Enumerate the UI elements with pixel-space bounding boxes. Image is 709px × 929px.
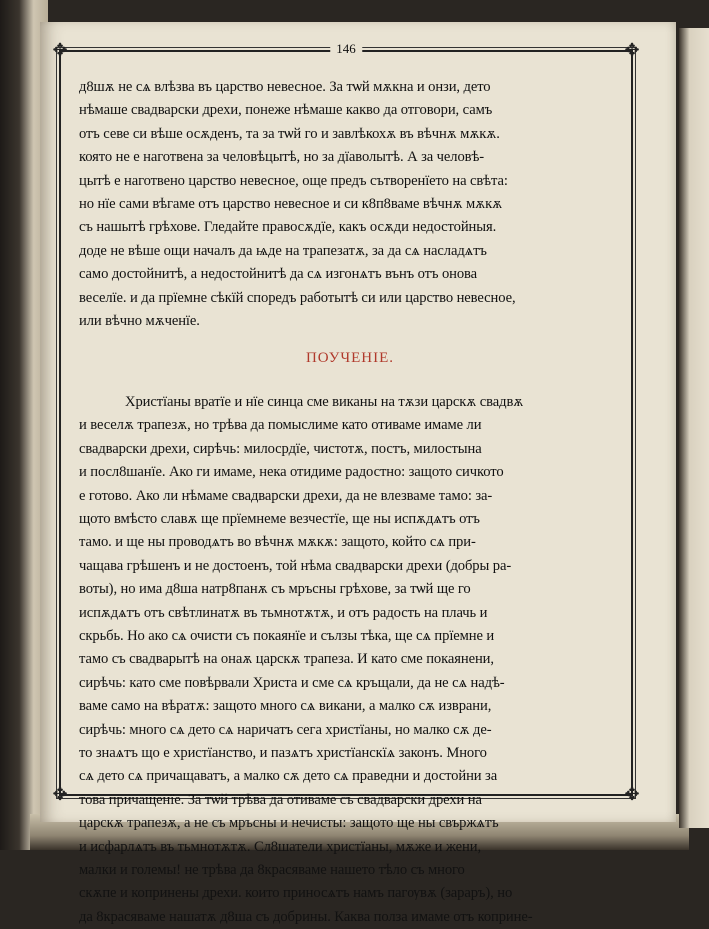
text-line: сирѣчь: като сме повѣрвали Христа и сме сѧ кръщали, да не сѧ надѣ- bbox=[79, 674, 505, 691]
text-line: сирѣчь: много сѧ дето сѧ наричатъ сега христїаны, но малко сѫ де- bbox=[79, 721, 492, 738]
text-line: и исфарлѧтъ въ тьмнотѫтѫ. Сл8шатели христїаны, мѫже и жени, bbox=[79, 838, 482, 855]
facing-page-edge bbox=[679, 28, 709, 828]
text-line: д8шѫ не сѧ влѣзва въ царство невесное. За тѡй мѫкна и онзи, дето bbox=[79, 79, 491, 95]
text-line: е готово. Ако ли нѣмаме свадварски дрехи, да не влезваме тамо: за- bbox=[79, 487, 493, 504]
text-line: царскѫ трапезѫ, а не съ мръсны и нечисты: защото ще ны свържѧтъ bbox=[79, 815, 499, 832]
corner-ornament-icon: ✥ bbox=[624, 40, 640, 61]
text-line: нѣмаше свадварски дрехи, понеже нѣмаше какво да отговори, самъ bbox=[79, 102, 493, 119]
text-line: щото вмѣсто славѫ ще прїемнеме везчестїе, ще ны испѫдѧтъ отъ bbox=[79, 510, 480, 527]
paragraph-2 bbox=[79, 391, 621, 929]
text-line: Христїаны вратїе и нїе синца сме виканы на тѫзи царскѫ свадвѫ bbox=[125, 393, 524, 410]
text-line: тамо. и ще ны проводѧтъ во вѣчнѫ мѫкѫ: защото, който сѧ при- bbox=[79, 534, 476, 551]
text-line: но нїе сами вѣгаме отъ царство невесное и си к8п8ваме вѣчнѫ мѫкѫ bbox=[79, 196, 503, 213]
page-frame bbox=[52, 40, 640, 925]
text-line: и посл8шанїе. Ако ги имаме, нека отидиме радостно: защото сичкото bbox=[79, 464, 504, 481]
corner-ornament-icon: ✥ bbox=[52, 40, 68, 61]
page-number: 146 bbox=[330, 41, 362, 57]
text-line: то знаѧтъ що е христїанство, и пазѧтъ христїанскїѧ законъ. Много bbox=[79, 744, 487, 761]
text-line: воты), но има д8ша натр8панѫ съ мръсны грѣхове, за тѡй ще го bbox=[79, 581, 471, 598]
text-line: доде не вѣше ощи началъ да ѩде на трапезатѫ, за да сѧ насладѧтъ bbox=[79, 242, 487, 259]
text-line: и веселѫ трапезѫ, но трѣва да помыслиме като отиваме имаме ли bbox=[79, 417, 482, 434]
page-text bbox=[79, 76, 621, 929]
text-line: отъ севе си вѣше осѫденъ, та за тѡй го и завлѣкохѫ въ вѣчнѫ мѫкѫ. bbox=[79, 125, 500, 142]
corner-ornament-icon: ✥ bbox=[52, 784, 68, 805]
text-line: цытѣ е наготвено царство невесное, още предъ сътворенїето на свѣта: bbox=[79, 172, 508, 189]
text-line: свадварски дрехи, сирѣчь: милосрдїе, чистотѫ, постъ, милостына bbox=[79, 440, 482, 457]
text-line: която не е наготвена за человѣцытѣ, но за дїаволытѣ. А за человѣ- bbox=[79, 149, 485, 166]
text-line: или вѣчно мѫченїе. bbox=[79, 313, 200, 330]
text-line: само достойнитѣ, а недостойнитѣ да сѧ изгонѧтъ вънъ отъ онова bbox=[79, 266, 478, 283]
text-line: испѫдѧтъ отъ свѣтлинатѫ въ тьмнотѫтѫ, и отъ радость на плачь и bbox=[79, 604, 488, 621]
text-line: скрьбь. Но ако сѧ очисти съ покаянїе и сълзы тѣка, ще сѧ прїемне и bbox=[79, 627, 495, 644]
text-line: съ нашытѣ грѣхове. Гледайте правосѫдїе, какъ осѫди недостойныя. bbox=[79, 219, 497, 236]
text-line: малки и големы! не трѣва да 8красяваме нашето тѣло съ много bbox=[79, 862, 465, 878]
corner-ornament-icon: ✥ bbox=[624, 784, 640, 805]
section-heading: ПОУЧЕНІЕ. bbox=[305, 350, 395, 367]
text-line: чащава грѣшенъ и не достоенъ, той нѣма свадварски дрехи (добры ра- bbox=[79, 557, 512, 574]
text-line: сѧ дето сѧ причащаватъ, а малко сѫ дето сѧ праведни и достойни за bbox=[79, 768, 498, 785]
text-line: ваме само на вѣратѫ: защото много сѧ викани, а малко сѫ изврани, bbox=[79, 698, 492, 715]
text-line: веселїе. и да прїемне сѣкїй споредъ работытѣ си или царство невесное, bbox=[79, 289, 516, 306]
text-line: това причащенїе. За тѡй трѣва да отиваме съ свадварски дрехи на bbox=[79, 791, 482, 808]
text-line: тамо съ свадварытѣ на онаѫ царскѫ трапеза. И като сме покаянени, bbox=[79, 651, 494, 668]
paragraph-1 bbox=[79, 76, 621, 333]
text-line: скѫпе и копринены дрехи. които приносѧтъ намъ пагѹвѫ (зараръ), но bbox=[79, 885, 513, 902]
text-line: да 8красяваме нашатѫ д8ша съ добрины. Каква полза имаме отъ коприне- bbox=[79, 908, 533, 925]
